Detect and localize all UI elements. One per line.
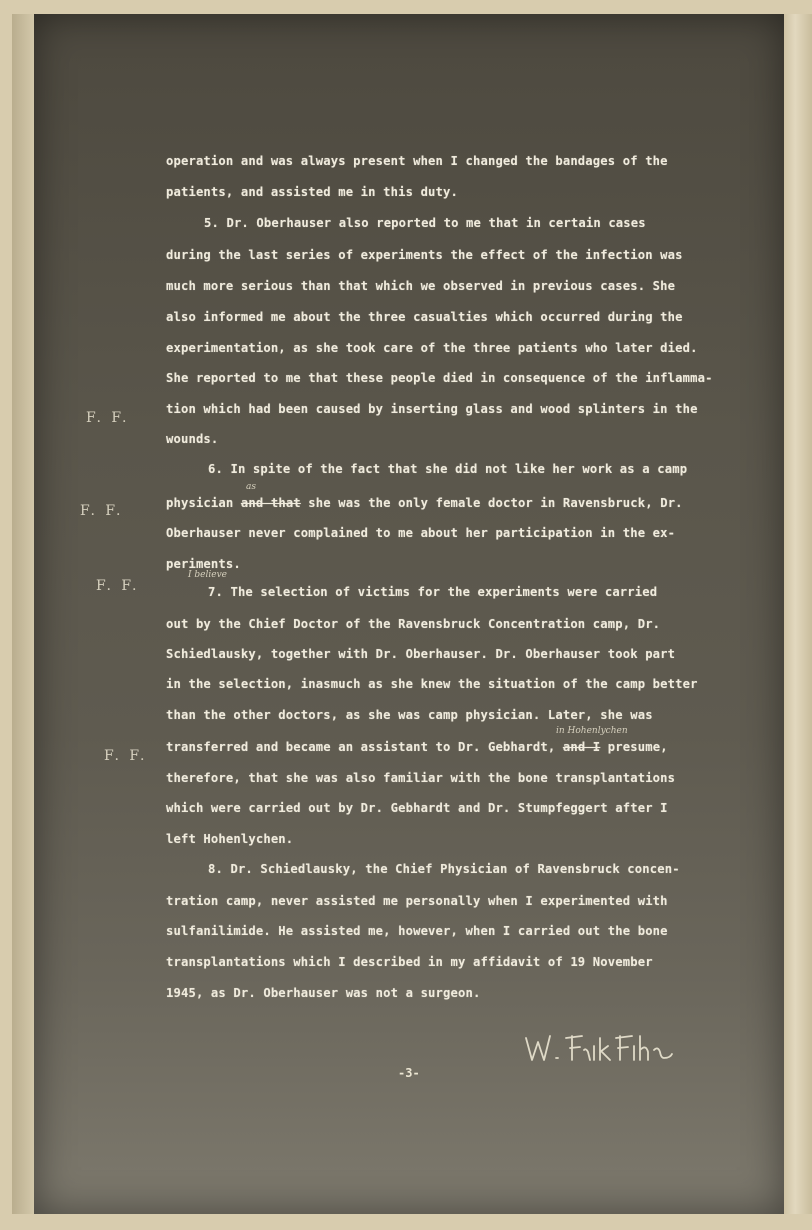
text-line: sulfanilimide. He assisted me, however, when I carried out the bone	[166, 924, 668, 938]
text-line: than the other doctors, as she was camp physician. Later, she was	[166, 708, 653, 722]
text-word: presume,	[607, 740, 668, 754]
margin-initials: F. F.	[96, 578, 140, 594]
text-line: out by the Chief Doctor of the Ravensbruck Concentration camp, Dr.	[166, 617, 661, 631]
text-line: 5. Dr. Oberhauser also reported to me that in certain cases	[204, 216, 646, 230]
text-line: tion which had been caused by inserting glass and wood splinters in the	[166, 402, 698, 416]
text-line: which were carried out by Dr. Gebhardt and Dr. Stumpfeggert after I	[166, 801, 668, 815]
page-number: -3-	[398, 1066, 420, 1080]
text-line: 6. In spite of the fact that she did not like her work as a camp	[208, 462, 688, 476]
paper-left-edge	[12, 14, 34, 1214]
text-line-6-start	[166, 496, 683, 510]
margin-initials: F. F.	[86, 410, 130, 426]
text-continuation: transferred and became an assistant to Dr. Gebhardt,	[166, 740, 556, 754]
struck-words: and I	[562, 740, 601, 754]
text-line: left Hohenlychen.	[166, 832, 294, 846]
margin-initials: F. F.	[104, 748, 148, 764]
text-line-20	[166, 740, 668, 754]
text-line: Oberhauser never complained to me about her participation in the ex-	[166, 526, 676, 540]
text-line: in the selection, inasmuch as she knew the situation of the camp better	[166, 677, 698, 691]
handwritten-insert-hohenlychen: in Hohenlychen	[556, 726, 628, 736]
text-line: experimentation, as she took care of the three patients who later died.	[166, 341, 698, 355]
handwritten-insert-i-believe: I believe	[188, 570, 227, 580]
text-line: 1945, as Dr. Oberhauser was not a surgeon.	[166, 986, 481, 1000]
text-line: tration camp, never assisted me personally when I experimented with	[166, 894, 668, 908]
text-line: much more serious than that which we observed in previous cases. She	[166, 279, 676, 293]
text-line: Schiedlausky, together with Dr. Oberhauser. Dr. Oberhauser took part	[166, 647, 676, 661]
text-line: transplantations which I described in my affidavit of 19 November	[166, 955, 653, 969]
text-line: patients, and assisted me in this duty.	[166, 185, 459, 199]
margin-initials: F. F.	[80, 503, 124, 519]
text-word: physician	[166, 496, 234, 510]
text-line: also informed me about the three casualties which occurred during the	[166, 310, 683, 324]
handwritten-insert-as: as	[246, 482, 256, 492]
handwritten-signature	[520, 1028, 680, 1072]
text-line: 8. Dr. Schiedlausky, the Chief Physician of Ravensbruck concen-	[208, 862, 680, 876]
paper-right-edge	[784, 14, 812, 1214]
text-line: therefore, that she was also familiar with the bone transplantations	[166, 771, 676, 785]
text-line: wounds.	[166, 432, 219, 446]
struck-words: and that	[240, 496, 301, 510]
text-line: operation and was always present when I changed the bandages of the	[166, 154, 668, 168]
text-line: She reported to me that these people died in consequence of the inflamma-	[166, 371, 713, 385]
text-continuation: she was the only female doctor in Ravensbruck, Dr.	[308, 496, 683, 510]
text-line: during the last series of experiments the effect of the infection was	[166, 248, 683, 262]
text-line: periments.	[166, 557, 241, 571]
text-line: 7. The selection of victims for the experiments were carried	[208, 585, 658, 599]
